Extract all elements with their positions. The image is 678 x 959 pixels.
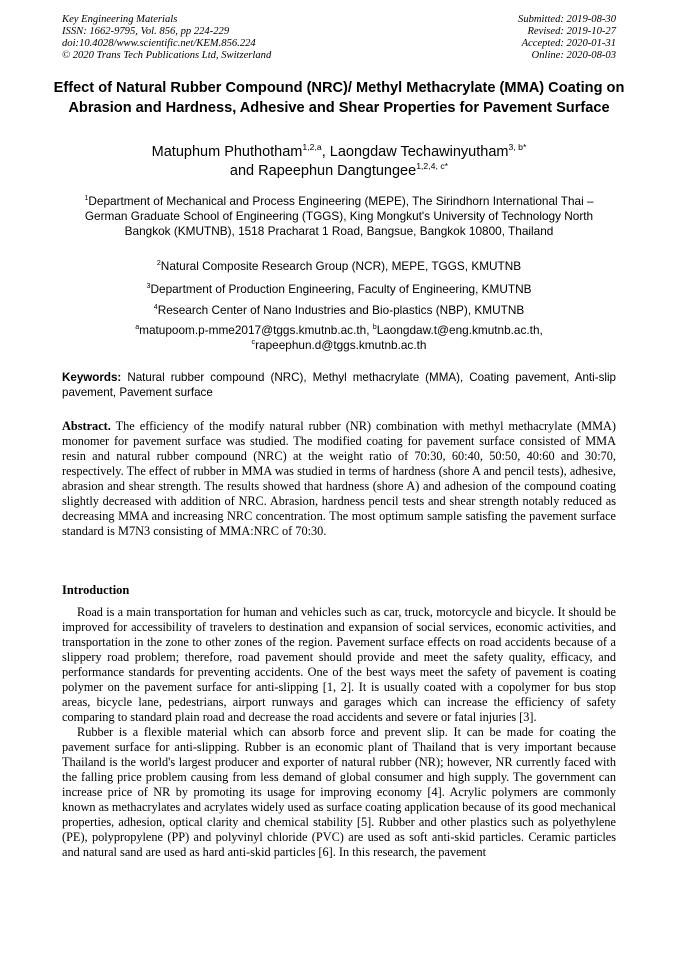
email-b-sup: b [372,323,377,332]
abstract-text: The efficiency of the modify natural rubber (NR) combination with methyl methacrylate (MMA) monomer for pavement surface was studied. The modified coating for pavement surface consisted of MMA resin and natural rubber compound (NRC) at the weight ratio of 70:30, 60:40, 50:50, 40:60 and 30:70, respectively. The effect of rubber in MMA was studied in terms of hardness (shore A and pencil tests), adhesive, abrasion and shear strength. The results showed that hardness (shore A) and adhesion of the compound coating slightly decreased with addition of NRC. Abrasion, hardness pencil tests and shear strength notably reduced as decreasing MMA and increasing NRC concentration. The most optimum sample satisfing the pavement surface standard is M7N3 consisting of MMA:NRC of 70:30. [62,419,616,538]
author-2-sup: 3, b* [508,142,527,153]
issn-line: ISSN: 1662-9795, Vol. 856, pp 224-229 [62,26,230,37]
keywords-label: Keywords: [62,371,122,384]
journal-name: Key Engineering Materials [62,14,178,25]
abstract-label: Abstract. [62,419,111,433]
online-date: Online: 2020-08-03 [531,50,616,61]
journal-info [62,14,271,62]
affiliation-3 [62,282,616,297]
introduction-body [62,605,616,860]
author-1-sup: 1,2,a [302,142,322,153]
email-a[interactable]: matupoom.p-mme2017@tggs.kmutnb.ac.th, [139,323,370,337]
intro-paragraph-2: Rubber is a flexible material which can absorb force and prevent slip. It can be made for coating the pavement surface for anti-slipping. Rubber is an economic plant of Thailand that is very important because Thailand is the world's largest producer and exporter of natural rubber (NR); however, NR currently faced with the falling price problem causing from less demand of global consumer and high supply. The government can increase price of NR by promoting its usage for improving economy [4]. Acrylic polymers are commonly known as methacrylates and acrylates widely used as surface coating application because of its good mechanical properties, adhesion, optical clarity and chemical stability [5]. Rubber and other plastics such as polyethylene (PE), polypropylene (PP) and polyvinyl chloride (PVC) are used as soft anti-skid particles. Ceramic particles and natural sand are used as hard anti-skid particles [6]. In this research, the pavement [62,725,616,859]
author-connector: and [229,163,255,179]
abstract-section [62,419,616,539]
keywords-text: Natural rubber compound (NRC), Methyl methacrylate (MMA), Coating pavement, Anti-slip pavement, Pavement surface [62,371,616,399]
affiliation-1 [62,194,616,239]
affiliation-4 [62,303,616,318]
affiliation-2 [62,259,616,274]
email-c[interactable]: rapeephun.d@tggs.kmutnb.ac.th [255,338,427,352]
author-2: Laongdaw Techawinyutham [329,144,509,160]
affiliation-1-sup: 1 [84,194,89,203]
author-3-sup: 1,2,4, c* [416,161,449,172]
paper-title: Effect of Natural Rubber Compound (NRC)/ Methyl Methacrylate (MMA) Coating on Abrasion and Hardness, Adhesive and Shear Properties for Pavement Surface [53,80,625,116]
revised-date: Revised: 2019-10-27 [527,26,616,37]
affiliation-2-text: Natural Composite Research Group (NCR), MEPE, TGGS, KMUTNB [160,259,522,273]
affiliation-3-text: Department of Production Engineering, Faculty of Engineering, KMUTNB [150,282,532,296]
author-3: Rapeephun Dangtungee [258,163,417,179]
author-1: Matuphum Phuthotham [151,144,303,160]
author-list: Matuphum Phuthotham$^{1,2,a}$, Laongdaw Techawinyutham$^{3, b*}$ and Rapeephun Dangtungee$^{1,2,4, c*}$ [151,142,527,179]
doi-line: doi:10.4028/www.scientific.net/KEM.856.224 [62,38,256,49]
affiliation-3-sup: 3 [146,282,151,291]
affiliation-4-sup: 4 [153,303,158,312]
affiliation-1-text: Department of Mechanical and Process Engineering (MEPE), The Sirindhorn International Thai – German Graduate School of Engineering (TGGS), King Mongkut's University of Technology North Bangkok (KMUTNB), 1518 Pracharat 1 Road, Bangsue, Bangkok 10800, Thailand [84,194,594,238]
affiliation-4-text: Research Center of Nano Industries and Bio-plastics (NBP), KMUTNB [157,303,525,317]
dates-info [518,14,616,62]
email-b[interactable]: Laongdaw.t@eng.kmutnb.ac.th, [376,323,543,337]
affiliation-2-sup: 2 [156,259,161,268]
accepted-date: Accepted: 2020-01-31 [521,38,616,49]
keywords-section [62,371,616,400]
submitted-date: Submitted: 2019-08-30 [518,14,616,25]
email-a-sup: a [135,323,140,332]
author-emails [62,323,616,353]
introduction-heading: Introduction [62,583,130,597]
copyright-line: © 2020 Trans Tech Publications Ltd, Switzerland [62,50,272,61]
email-c-sup: c [251,338,256,347]
intro-paragraph-1: Road is a main transportation for human and vehicles such as car, truck, motorcycle and bicycle. It should be improved for accessibility of travelers to destination and expansion of social services, economic activities, and transportation in the zone to other zones of the region. Pavement surface effects on road accidents because of a slippery road problem; therefore, road pavement should provide and meet the safety quality, efficacy, and performance standards for preventing accidents. One of the best ways meet the safety of pavement is coating polymer on the pavement surface for anti-slipping [1, 2]. It is usually coated with a copolymer for bus stop areas, bicycle lane, pedestrians, airport runways and garages which can increase the efficiency of safety comparing to standard plain road and decrease the road accidents and severe or fatal injuries [3]. [62,605,616,724]
